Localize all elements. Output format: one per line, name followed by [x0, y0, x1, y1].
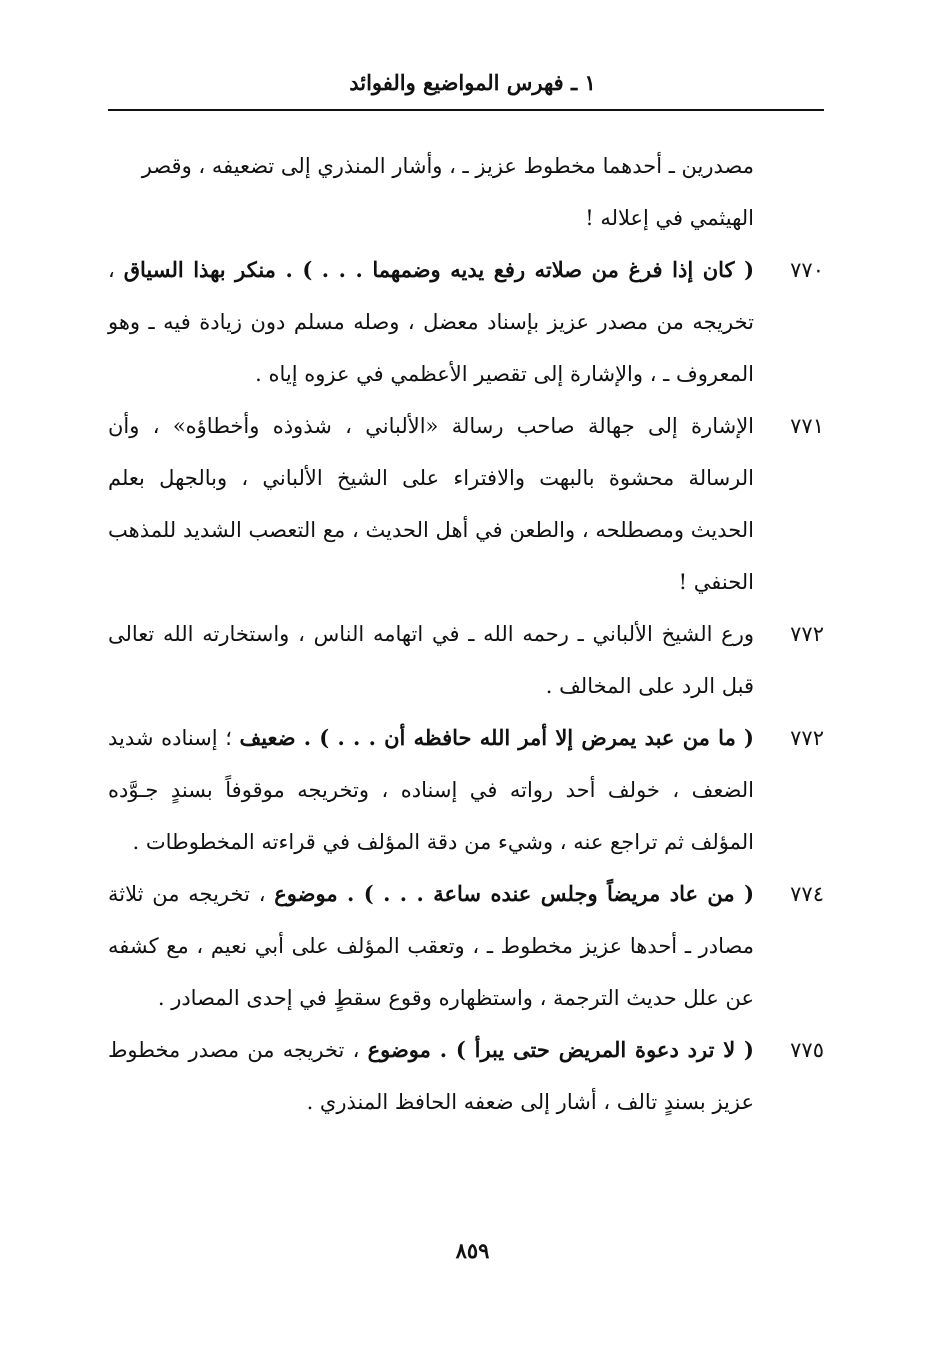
- entry-number: ٧٧٢: [790, 622, 824, 646]
- entry-hadith-title: ( ما من عبد يمرض إلا أمر الله حافظه أن . . . ) . ضعيف: [239, 725, 754, 750]
- entry-hadith-title: ( من عاد مريضاً وجلس عنده ساعة . . . ) . موضوع: [274, 881, 755, 906]
- entry-body: [108, 244, 754, 400]
- running-header: ١ ـ فهرس المواضيع والفوائد: [349, 70, 596, 95]
- index-entry: [108, 868, 824, 1024]
- entry-text: ؛ إسناده شديد الضعف ، خولف أحد رواته في إسناده ، وتخريجه موقوفاً بسندٍ جـوَّده المؤلف ثم تراجع عنه ، وشيء من دقة المؤلف في قراءته المخطوطات .: [108, 726, 754, 854]
- index-entry: [108, 400, 824, 608]
- entry-body: [108, 868, 754, 1024]
- entry-number: ٧٧٥: [790, 1038, 824, 1062]
- entry-body: [108, 400, 754, 608]
- entry-number: ٧٧٢: [790, 726, 824, 750]
- header-divider: [108, 109, 824, 111]
- entry-body: [108, 608, 754, 712]
- entry-body: [108, 1024, 754, 1128]
- entry-text: الإشارة إلى جهالة صاحب رسالة «الألباني ، شذوذه وأخطاؤه» ، وأن الرسالة محشوة بالبهت والافتراء على الشيخ الألباني ، وبالجهل بعلم الحديث ومصطلحه ، والطعن في أهل الحديث ، مع التعصب الشديد للمذهب الحنفي !: [108, 414, 754, 594]
- index-content: [108, 140, 824, 1128]
- entry-number: ٧٧٤: [790, 882, 824, 906]
- index-entry: [108, 1024, 824, 1128]
- entry-text: ، تخريجه من ثلاثة مصادر ـ أحدها عزيز مخطوط ـ ، وتعقب المؤلف على أبي نعيم ، مع كشفه عن علل حديث الترجمة ، واستظهاره وقوع سقطٍ في إحدى المصادر .: [108, 882, 754, 1010]
- index-entry: [108, 712, 824, 868]
- entry-text: ، تخريجه من مصدر مخطوط عزيز بسندٍ تالف ، أشار إلى ضعفه الحافظ المنذري .: [108, 1038, 754, 1114]
- index-entry: [108, 244, 824, 400]
- entry-number: ٧٧١: [790, 414, 824, 438]
- entry-hadith-title: ( لا ترد دعوة المريض حتى يبرأ ) . موضوع: [367, 1037, 754, 1062]
- page-number: ٨٥٩: [455, 1238, 490, 1263]
- entry-body: [108, 712, 754, 868]
- entry-text: ، تخريجه من مصدر عزيز بإسناد معضل ، وصله مسلم دون زيادة فيه ـ وهو المعروف ـ ، والإشارة إلى تقصير الأعظمي في عزوه إياه .: [108, 258, 754, 386]
- continued-entry-text: مصدرين ـ أحدهما مخطوط عزيز ـ ، وأشار المنذري إلى تضعيفه ، وقصر الهيثمي في إعلاله !: [141, 154, 754, 230]
- entry-number: ٧٧٠: [790, 258, 824, 282]
- entry-text: ورع الشيخ الألباني ـ رحمه الله ـ في اتهامه الناس ، واستخارته الله تعالى قبل الرد على المخالف .: [108, 622, 754, 698]
- entry-hadith-title: ( كان إذا فرغ من صلاته رفع يديه وضمهما . . . ) . منكر بهذا السياق: [123, 257, 755, 282]
- index-entry: [108, 608, 824, 712]
